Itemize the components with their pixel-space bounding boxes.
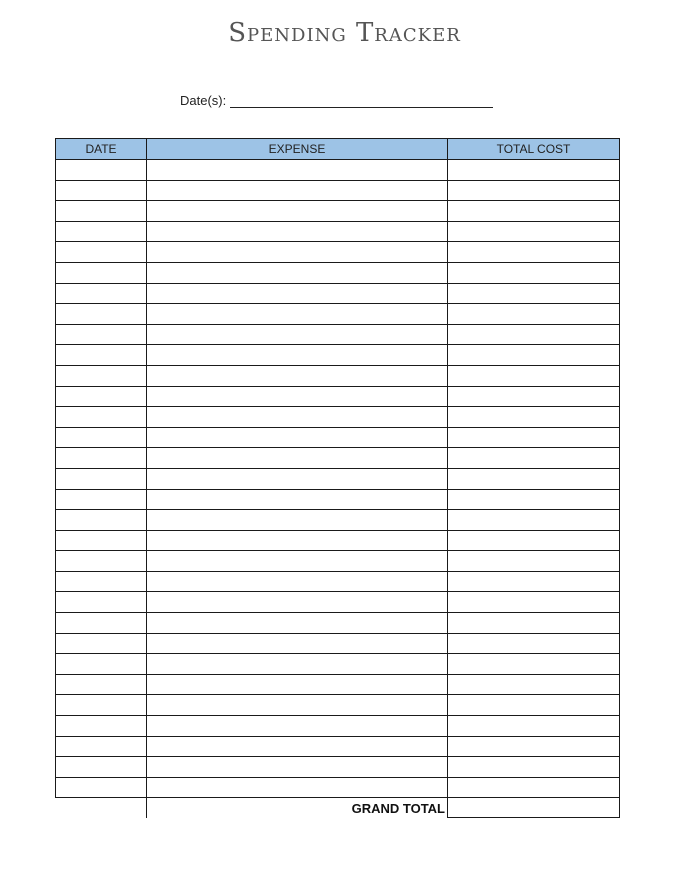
date-cell[interactable]: [56, 160, 147, 181]
table-row: [56, 345, 620, 366]
dates-field: [180, 88, 493, 108]
expense-cell[interactable]: [147, 365, 448, 386]
date-cell[interactable]: [56, 304, 147, 325]
total-cost-cell[interactable]: [448, 613, 620, 634]
table-row: [56, 407, 620, 428]
table-header-row: [56, 139, 620, 160]
total-cost-cell[interactable]: [448, 510, 620, 531]
total-cost-cell[interactable]: [448, 427, 620, 448]
grand-total-value-cell[interactable]: [448, 798, 620, 818]
table-row: [56, 592, 620, 613]
table-row: [56, 530, 620, 551]
date-cell[interactable]: [56, 386, 147, 407]
expense-cell[interactable]: [147, 160, 448, 181]
total-cost-cell[interactable]: [448, 448, 620, 469]
date-cell[interactable]: [56, 716, 147, 737]
grand-total-row: [56, 798, 620, 818]
total-cost-cell[interactable]: [448, 757, 620, 778]
table-row: [56, 427, 620, 448]
column-header-total-cost: TOTAL COST: [448, 139, 620, 160]
table-row: [56, 613, 620, 634]
expense-cell[interactable]: [147, 201, 448, 222]
date-cell[interactable]: [56, 654, 147, 675]
table-row: [56, 201, 620, 222]
expense-cell[interactable]: [147, 468, 448, 489]
table-row: [56, 468, 620, 489]
expense-cell[interactable]: [147, 304, 448, 325]
table-row: [56, 633, 620, 654]
total-cost-cell[interactable]: [448, 407, 620, 428]
total-cost-cell[interactable]: [448, 242, 620, 263]
expense-cell[interactable]: [147, 695, 448, 716]
date-cell[interactable]: [56, 489, 147, 510]
total-cost-cell[interactable]: [448, 633, 620, 654]
table-row: [56, 365, 620, 386]
date-cell[interactable]: [56, 695, 147, 716]
total-cost-cell[interactable]: [448, 489, 620, 510]
dates-input-line[interactable]: [230, 93, 493, 108]
expense-cell[interactable]: [147, 777, 448, 798]
date-cell[interactable]: [56, 551, 147, 572]
expense-cell[interactable]: [147, 613, 448, 634]
total-cost-cell[interactable]: [448, 571, 620, 592]
expense-cell[interactable]: [147, 386, 448, 407]
column-header-date: DATE: [56, 139, 147, 160]
table-row: [56, 571, 620, 592]
table-row: [56, 180, 620, 201]
spending-table: [55, 138, 620, 818]
date-cell[interactable]: [56, 674, 147, 695]
expense-cell[interactable]: [147, 592, 448, 613]
expense-cell[interactable]: [147, 757, 448, 778]
expense-cell[interactable]: [147, 716, 448, 737]
expense-cell[interactable]: [147, 180, 448, 201]
date-cell[interactable]: [56, 448, 147, 469]
table-row: [56, 489, 620, 510]
grand-total-spacer: [56, 798, 147, 818]
expense-cell[interactable]: [147, 654, 448, 675]
expense-cell[interactable]: [147, 530, 448, 551]
expense-cell[interactable]: [147, 736, 448, 757]
total-cost-cell[interactable]: [448, 777, 620, 798]
date-cell[interactable]: [56, 242, 147, 263]
column-header-expense: EXPENSE: [147, 139, 448, 160]
table-row: [56, 242, 620, 263]
total-cost-cell[interactable]: [448, 262, 620, 283]
table-row: [56, 160, 620, 181]
date-cell[interactable]: [56, 633, 147, 654]
date-cell[interactable]: [56, 262, 147, 283]
expense-cell[interactable]: [147, 551, 448, 572]
table-row: [56, 448, 620, 469]
total-cost-cell[interactable]: [448, 160, 620, 181]
table-row: [56, 695, 620, 716]
table-row: [56, 324, 620, 345]
date-cell[interactable]: [56, 345, 147, 366]
date-cell[interactable]: [56, 757, 147, 778]
date-cell[interactable]: [56, 736, 147, 757]
total-cost-cell[interactable]: [448, 716, 620, 737]
expense-cell[interactable]: [147, 571, 448, 592]
expense-cell[interactable]: [147, 407, 448, 428]
date-cell[interactable]: [56, 221, 147, 242]
date-cell[interactable]: [56, 777, 147, 798]
total-cost-cell[interactable]: [448, 304, 620, 325]
date-cell[interactable]: [56, 592, 147, 613]
table-row: [56, 551, 620, 572]
table-row: [56, 654, 620, 675]
date-cell[interactable]: [56, 468, 147, 489]
total-cost-cell[interactable]: [448, 386, 620, 407]
table-row: [56, 221, 620, 242]
date-cell[interactable]: [56, 201, 147, 222]
total-cost-cell[interactable]: [448, 221, 620, 242]
date-cell[interactable]: [56, 530, 147, 551]
table-row: [56, 716, 620, 737]
date-cell[interactable]: [56, 324, 147, 345]
total-cost-cell[interactable]: [448, 180, 620, 201]
expense-cell[interactable]: [147, 345, 448, 366]
table-row: [56, 386, 620, 407]
total-cost-cell[interactable]: [448, 551, 620, 572]
total-cost-cell[interactable]: [448, 592, 620, 613]
expense-cell[interactable]: [147, 510, 448, 531]
page-title: Spending Tracker: [228, 18, 461, 48]
expense-cell[interactable]: [147, 324, 448, 345]
dates-label: Date(s):: [180, 93, 227, 108]
table-row: [56, 262, 620, 283]
table-row: [56, 777, 620, 798]
table-row: [56, 283, 620, 304]
grand-total-label: GRAND TOTAL: [147, 798, 448, 818]
date-cell[interactable]: [56, 613, 147, 634]
table-row: [56, 674, 620, 695]
total-cost-cell[interactable]: [448, 365, 620, 386]
date-cell[interactable]: [56, 407, 147, 428]
expense-cell[interactable]: [147, 633, 448, 654]
total-cost-cell[interactable]: [448, 695, 620, 716]
table-row: [56, 757, 620, 778]
date-cell[interactable]: [56, 180, 147, 201]
expense-cell[interactable]: [147, 262, 448, 283]
total-cost-cell[interactable]: [448, 201, 620, 222]
expense-cell[interactable]: [147, 674, 448, 695]
date-cell[interactable]: [56, 510, 147, 531]
total-cost-cell[interactable]: [448, 654, 620, 675]
total-cost-cell[interactable]: [448, 468, 620, 489]
expense-cell[interactable]: [147, 427, 448, 448]
date-cell[interactable]: [56, 571, 147, 592]
table-row: [56, 510, 620, 531]
total-cost-cell[interactable]: [448, 324, 620, 345]
total-cost-cell[interactable]: [448, 736, 620, 757]
total-cost-cell[interactable]: [448, 283, 620, 304]
date-cell[interactable]: [56, 427, 147, 448]
expense-cell[interactable]: [147, 283, 448, 304]
date-cell[interactable]: [56, 283, 147, 304]
total-cost-cell[interactable]: [448, 345, 620, 366]
total-cost-cell[interactable]: [448, 530, 620, 551]
total-cost-cell[interactable]: [448, 674, 620, 695]
table-body: [56, 160, 620, 818]
expense-cell[interactable]: [147, 448, 448, 469]
date-cell[interactable]: [56, 365, 147, 386]
expense-cell[interactable]: [147, 242, 448, 263]
table-row: [56, 736, 620, 757]
expense-cell[interactable]: [147, 489, 448, 510]
table-row: [56, 304, 620, 325]
expense-cell[interactable]: [147, 221, 448, 242]
